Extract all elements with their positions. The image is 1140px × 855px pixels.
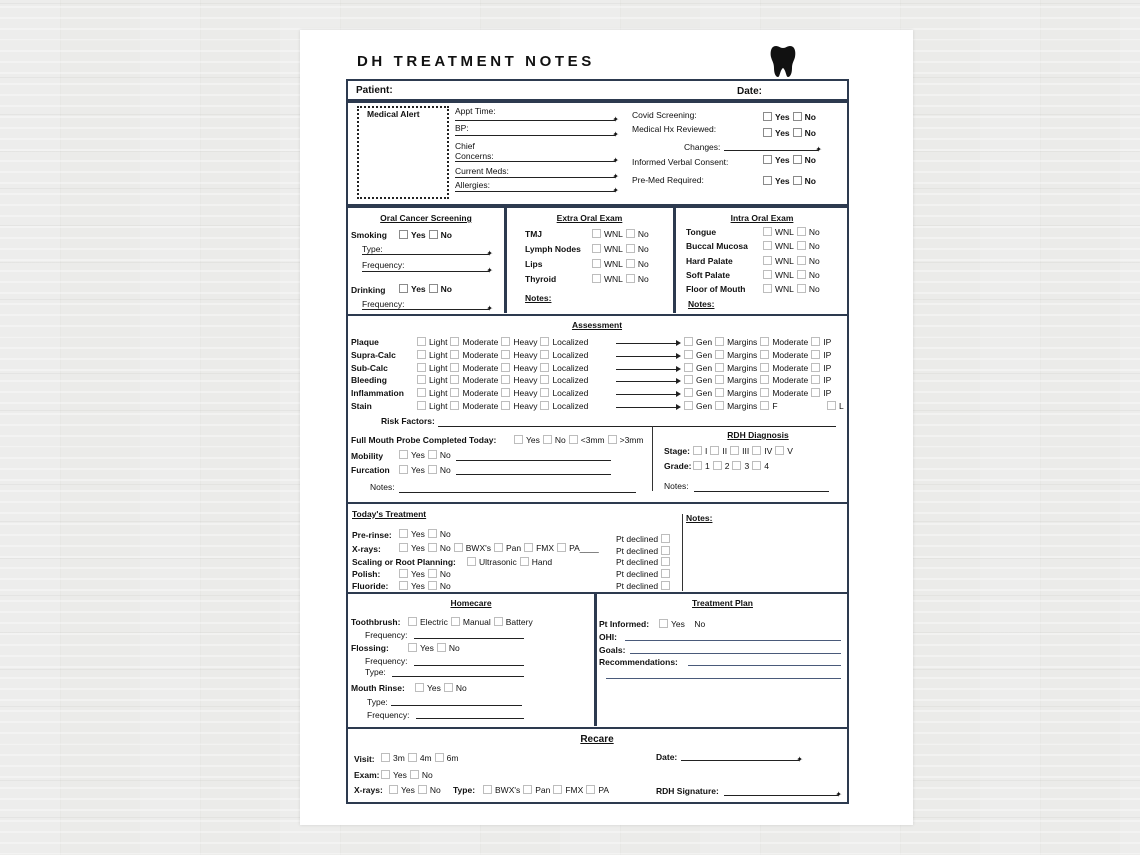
eoe-notes: Notes: <box>525 293 552 303</box>
assessment-row-gen-options[interactable]: Gen Margins F <box>681 401 778 411</box>
treatment-section <box>346 502 849 594</box>
rinse-frequency-label: Frequency: <box>367 710 410 720</box>
recare-section <box>346 727 849 804</box>
recommendations-line[interactable] <box>688 665 841 666</box>
assessment-row-l-option[interactable]: L <box>824 401 844 411</box>
changes-label: Changes: <box>684 142 721 152</box>
goals-label: Goals: <box>599 645 626 655</box>
ioe-options[interactable]: WNL No <box>760 256 820 266</box>
scaling-label: Scaling or Root Planning: <box>352 557 456 567</box>
bp-line[interactable] <box>455 135 615 136</box>
furcation-label: Furcation <box>351 465 390 475</box>
bp-label: BP: <box>455 123 469 133</box>
goals-line[interactable] <box>630 653 841 654</box>
eoe-options[interactable]: WNL No <box>589 259 649 269</box>
scaling-options[interactable]: Ultrasonic Hand <box>464 557 552 567</box>
ocs-title: Oral Cancer Screening <box>380 213 472 223</box>
pt-declined-option[interactable]: Pt declined <box>616 546 673 556</box>
eoe-item: TMJ <box>525 229 542 239</box>
stage-label: Stage: <box>664 446 690 456</box>
risk-label: Risk Factors: <box>381 416 435 426</box>
localized-arrow <box>616 394 678 395</box>
localized-arrow <box>616 381 678 382</box>
ohi-label: OHI: <box>599 632 617 642</box>
consent-label: Informed Verbal Consent: <box>632 157 729 167</box>
localized-arrow <box>616 407 678 408</box>
ioe-item: Floor of Mouth <box>686 284 746 295</box>
ioe-options[interactable]: WNL No <box>760 270 820 280</box>
rdh-title: RDH Diagnosis <box>727 430 789 440</box>
drinking-label: Drinking <box>351 285 386 295</box>
toothbrush-frequency-label: Frequency: <box>365 630 408 640</box>
furcation-options[interactable]: Yes No <box>396 465 451 475</box>
allergies-label: Allergies: <box>455 180 490 190</box>
premed-yes-no[interactable]: Yes No <box>760 176 816 186</box>
stage-options[interactable]: I II III IV V <box>690 446 793 456</box>
rinse-type-line[interactable] <box>391 705 522 706</box>
treatment-title: Today's Treatment <box>352 509 427 519</box>
toothbrush-frequency-line[interactable] <box>414 638 524 639</box>
pt-informed-label: Pt Informed: <box>599 619 650 629</box>
probe-label: Full Mouth Probe Completed Today: <box>351 435 497 445</box>
assessment-row-gen-options[interactable]: Gen Margins Moderate IP <box>681 388 831 398</box>
xrays-label: X-rays: <box>352 544 381 554</box>
assessment-row-label: Inflammation <box>351 388 404 399</box>
appt-time-line[interactable] <box>455 120 615 121</box>
covid-yes[interactable]: Yes No <box>760 112 816 122</box>
assessment-row-options[interactable]: Light Moderate Heavy Localized <box>414 350 588 360</box>
consent-yes-no[interactable]: Yes No <box>760 155 816 165</box>
assessment-notes-line[interactable] <box>399 492 636 493</box>
drinking-frequency-line[interactable] <box>362 309 489 310</box>
eoe-options[interactable]: WNL No <box>589 274 649 284</box>
meds-line[interactable] <box>455 177 615 178</box>
probe-options[interactable]: Yes No <3mm >3mm <box>511 435 643 445</box>
recare-type-options[interactable]: BWX's Pan FMX PA <box>480 785 609 795</box>
pt-declined-option[interactable]: Pt declined <box>616 569 673 579</box>
toothbrush-options[interactable]: Electric Manual Battery <box>405 617 533 627</box>
exam-options[interactable]: Yes No <box>378 770 433 780</box>
recare-xrays-options[interactable]: Yes No <box>386 785 441 795</box>
assessment-row-label: Plaque <box>351 337 379 347</box>
medical-alert-label: Medical Alert <box>367 109 420 119</box>
furcation-line[interactable] <box>456 474 611 475</box>
grade-options[interactable]: 1 2 3 4 <box>690 461 769 471</box>
mobility-line[interactable] <box>456 460 611 461</box>
concerns-label: Concerns: <box>455 151 494 161</box>
covid-label: Covid Screening: <box>632 110 697 120</box>
ioe-item: Hard Palate <box>686 255 733 266</box>
appt-time-label: Appt Time: <box>455 106 496 116</box>
eoe-item: Lips <box>525 259 543 269</box>
localized-arrow <box>616 356 678 357</box>
localized-arrow <box>616 343 678 344</box>
allergies-line[interactable] <box>455 191 615 192</box>
page-title: DH TREATMENT NOTES <box>357 53 595 70</box>
rinse-frequency-line[interactable] <box>416 718 524 719</box>
assessment-row-label: Bleeding <box>351 375 387 386</box>
assessment-row-label: Supra-Calc <box>351 349 396 360</box>
treatment-notes-label: Notes: <box>686 513 713 523</box>
hx-label: Medical Hx Reviewed: <box>632 124 717 134</box>
rdh-notes-label: Notes: <box>664 481 689 491</box>
smoking-label: Smoking <box>351 230 387 240</box>
rdh-signature-line[interactable] <box>724 795 838 796</box>
flossing-options[interactable]: Yes No <box>405 643 460 653</box>
exams-section <box>346 206 849 316</box>
assessment-row-gen-options[interactable]: Gen Margins Moderate IP <box>681 375 831 385</box>
premed-label: Pre-Med Required: <box>632 175 704 185</box>
rinse-options[interactable]: Yes No <box>412 683 467 693</box>
patient-label: Patient: <box>356 85 393 96</box>
changes-line[interactable] <box>724 150 818 151</box>
assessment-row-options[interactable]: Light Moderate Heavy Localized <box>414 401 588 411</box>
frequency-line[interactable] <box>362 271 489 272</box>
assessment-row-options[interactable]: Light Moderate Heavy Localized <box>414 375 588 385</box>
assessment-row-options[interactable]: Light Moderate Heavy Localized <box>414 363 588 373</box>
pt-declined-option[interactable]: Pt declined <box>616 581 673 591</box>
assessment-title: Assessment <box>571 320 623 330</box>
plan-title: Treatment Plan <box>692 598 753 608</box>
polish-label: Polish: <box>352 569 381 579</box>
rinse-type-label: Type: <box>367 697 388 707</box>
type-line[interactable] <box>362 254 489 255</box>
assessment-row-gen-options[interactable]: Gen Margins Moderate IP <box>681 337 831 347</box>
hx-yes-no[interactable]: Yes No <box>760 128 816 138</box>
pt-declined-option[interactable]: Pt declined <box>616 557 673 567</box>
homecare-title: Homecare <box>450 598 492 608</box>
assessment-row-gen-options[interactable]: Gen Margins Moderate IP <box>681 363 831 373</box>
medical-section <box>346 101 849 206</box>
rdh-notes-line[interactable] <box>694 491 829 492</box>
type-label: Type: <box>362 244 383 254</box>
flossing-label: Flossing: <box>351 643 389 653</box>
mobility-options[interactable]: Yes No <box>396 450 451 460</box>
prerinse-label: Pre-rinse: <box>352 530 392 540</box>
polish-options[interactable]: Yes No <box>396 569 451 579</box>
ioe-options[interactable]: WNL No <box>760 284 820 294</box>
eoe-options[interactable]: WNL No <box>589 244 649 254</box>
frequency-label: Frequency: <box>362 260 405 270</box>
prerinse-options[interactable]: Yes No <box>396 529 451 539</box>
assessment-row-gen-options[interactable]: Gen Margins Moderate IP <box>681 350 831 360</box>
drinking-frequency-label: Frequency: <box>362 299 405 309</box>
ioe-options[interactable]: WNL No <box>760 241 820 251</box>
recare-xrays-label: X-rays: <box>354 785 383 795</box>
ioe-item: Soft Palate <box>686 269 730 280</box>
treatment-notes-page <box>300 30 913 825</box>
ioe-options[interactable]: WNL No <box>760 227 820 237</box>
recommendations-line-2[interactable] <box>606 678 841 679</box>
fluoride-options[interactable]: Yes No <box>396 581 451 591</box>
ohi-line[interactable] <box>625 640 841 641</box>
recare-title: Recare <box>580 734 614 745</box>
xrays-options[interactable]: Yes No BWX's Pan FMX PA____ <box>396 543 599 553</box>
recommendations-label: Recommendations: <box>599 657 678 667</box>
assessment-row-label: Sub-Calc <box>351 362 388 373</box>
patient-header <box>346 79 849 101</box>
tooth-icon <box>770 44 796 78</box>
pt-informed-options[interactable]: Yes No <box>656 619 705 629</box>
fluoride-label: Fluoride: <box>352 581 389 591</box>
assessment-notes-label: Notes: <box>370 482 395 492</box>
assessment-row-options[interactable]: Light Moderate Heavy Localized <box>414 337 588 347</box>
smoking-options[interactable]: Yes No <box>396 230 452 240</box>
recare-date-label: Date: <box>656 752 678 762</box>
ioe-title: Intra Oral Exam <box>730 213 794 223</box>
eoe-item: Thyroid <box>525 274 557 284</box>
localized-arrow <box>616 369 678 370</box>
ioe-item: Buccal Mucosa <box>686 241 748 252</box>
current-meds-label: Current Meds: <box>455 166 509 176</box>
flossing-frequency-label: Frequency: <box>365 656 408 666</box>
flossing-type-line[interactable] <box>392 676 524 677</box>
visit-label: Visit: <box>354 754 375 764</box>
pt-declined-option[interactable]: Pt declined <box>616 534 673 544</box>
recare-type-label: Type: <box>453 785 476 795</box>
concerns-line[interactable] <box>455 161 615 162</box>
ioe-item: Tongue <box>686 227 717 237</box>
date-label: Date: <box>737 86 763 97</box>
assessment-row-options[interactable]: Light Moderate Heavy Localized <box>414 388 588 398</box>
chief-label: Chief <box>455 141 475 151</box>
visit-options[interactable]: 3m 4m 6m <box>378 753 458 763</box>
rdh-signature-label: RDH Signature: <box>656 786 719 796</box>
drinking-options[interactable]: Yes No <box>396 284 452 294</box>
eoe-title: Extra Oral Exam <box>556 213 623 223</box>
assessment-section <box>346 314 849 504</box>
risk-line[interactable] <box>438 426 836 427</box>
recare-date-line[interactable] <box>681 760 799 761</box>
flossing-type-label: Type: <box>365 667 386 677</box>
grade-label: Grade: <box>664 461 692 471</box>
medical-alert-box[interactable] <box>357 106 449 199</box>
homecare-plan-section <box>346 592 849 729</box>
exam-label: Exam: <box>354 770 380 780</box>
eoe-item: Lymph Nodes <box>525 244 581 254</box>
assessment-row-label: Stain <box>351 401 372 411</box>
toothbrush-label: Toothbrush: <box>351 617 401 627</box>
eoe-options[interactable]: WNL No <box>589 229 649 239</box>
rinse-label: Mouth Rinse: <box>351 683 405 693</box>
flossing-frequency-line[interactable] <box>414 665 524 666</box>
ioe-notes: Notes: <box>688 299 715 309</box>
mobility-label: Mobility <box>351 451 384 461</box>
